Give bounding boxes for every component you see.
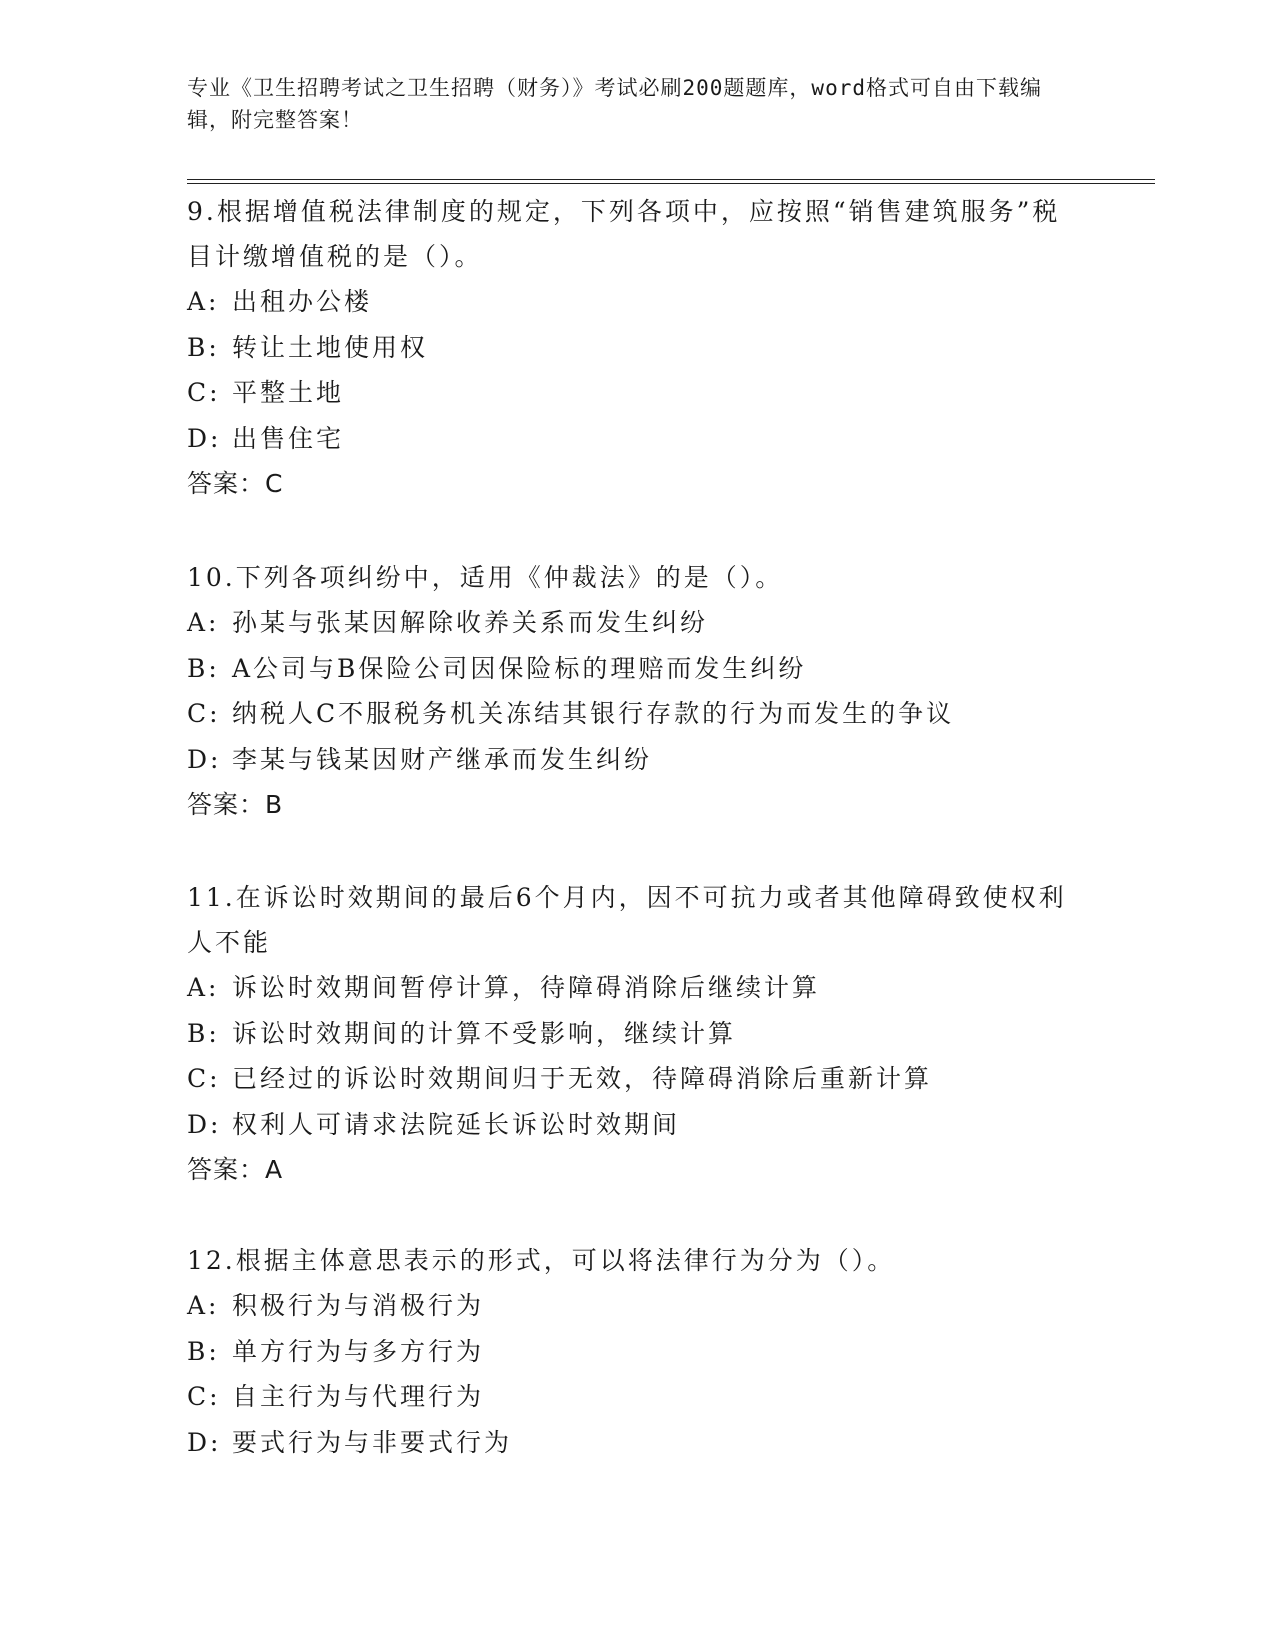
question-stem (187, 875, 1087, 965)
option-key: A: (187, 287, 220, 316)
option-text: 孙某与张某因解除收养关系而发生纠纷 (232, 608, 709, 637)
option-text: 单方行为与多方行为 (232, 1336, 485, 1366)
option-text: 出售住宅 (232, 423, 345, 453)
option-text: 诉讼时效期间暂停计算，待障碍消除后继续计算 (232, 973, 821, 1002)
option-key: D: (187, 744, 222, 774)
option-c (187, 370, 1087, 416)
answer: 答案：A (187, 1155, 284, 1184)
option-key: D: (187, 423, 222, 453)
option-text: 积极行为与消极行为 (232, 1291, 485, 1320)
option-text: 自主行为与代理行为 (232, 1382, 485, 1411)
question-9 (187, 189, 1087, 506)
option-a (187, 965, 1087, 1011)
option-b (187, 1011, 1087, 1057)
option-key: B: (187, 653, 220, 683)
option-text: 出租办公楼 (232, 287, 373, 316)
option-text: 李某与钱某因财产继承而发生纠纷 (232, 744, 653, 774)
question-11 (187, 875, 1087, 1192)
option-text: 权利人可请求法院延长诉讼时效期间 (232, 1109, 681, 1139)
question-text: 在诉讼时效期间的最后6个月内，因不可抗力或者其他障碍致使权利人不能 (187, 883, 1067, 957)
option-key: C: (187, 699, 221, 728)
option-text: 要式行为与非要式行为 (232, 1427, 513, 1457)
option-c (187, 1374, 1087, 1420)
question-number: 12. (187, 1246, 236, 1275)
option-key: C: (187, 378, 221, 407)
question-number: 10. (187, 563, 236, 592)
question-12 (187, 1238, 1087, 1465)
option-key: A: (187, 973, 220, 1002)
document-header (187, 72, 1067, 136)
option-key: D: (187, 1109, 222, 1139)
option-text: A公司与B保险公司因保险标的理赔而发生纠纷 (232, 653, 807, 683)
question-text: 下列各项纠纷中，适用《仲裁法》的是（）。 (235, 563, 784, 592)
option-text: 平整土地 (232, 378, 345, 407)
question-text: 根据增值税法律制度的规定，下列各项中，应按照“销售建筑服务”税目计缴增值税的是（）。 (187, 197, 1061, 271)
answer: 答案：B (187, 790, 284, 819)
option-key: A: (187, 608, 220, 637)
option-c (187, 691, 1087, 737)
option-b (187, 646, 1087, 692)
option-key: D: (187, 1427, 222, 1457)
question-number: 9. (187, 197, 217, 226)
question-number: 11. (187, 883, 236, 912)
option-c (187, 1056, 1087, 1102)
option-text: 已经过的诉讼时效期间归于无效，待障碍消除后重新计算 (232, 1064, 933, 1093)
option-a (187, 279, 1087, 325)
question-stem (187, 1238, 1087, 1283)
answer: 答案：C (187, 469, 284, 498)
option-key: A: (187, 1291, 220, 1320)
question-text: 根据主体意思表示的形式，可以将法律行为分为（）。 (235, 1246, 896, 1275)
option-text: 转让土地使用权 (232, 332, 429, 362)
header-divider-top (187, 179, 1155, 180)
option-b (187, 1329, 1087, 1375)
option-d (187, 737, 1087, 783)
question-10 (187, 555, 1087, 827)
option-a (187, 1283, 1087, 1329)
option-a (187, 600, 1087, 646)
option-text: 诉讼时效期间的计算不受影响，继续计算 (232, 1018, 737, 1048)
header-text: 专业《卫生招聘考试之卫生招聘（财务）》考试必刷200题题库，word格式可自由下载编辑，附完整答案！ (187, 76, 1042, 132)
header-divider-bottom (187, 183, 1155, 184)
option-d (187, 416, 1087, 462)
option-text: 纳税人C不服税务机关冻结其银行存款的行为而发生的争议 (232, 699, 955, 728)
question-stem (187, 189, 1087, 279)
option-key: C: (187, 1382, 221, 1411)
option-key: B: (187, 332, 220, 362)
option-b (187, 325, 1087, 371)
option-key: C: (187, 1064, 221, 1093)
option-d (187, 1102, 1087, 1148)
question-stem (187, 555, 1087, 600)
option-d (187, 1420, 1087, 1466)
option-key: B: (187, 1336, 220, 1366)
option-key: B: (187, 1018, 220, 1048)
